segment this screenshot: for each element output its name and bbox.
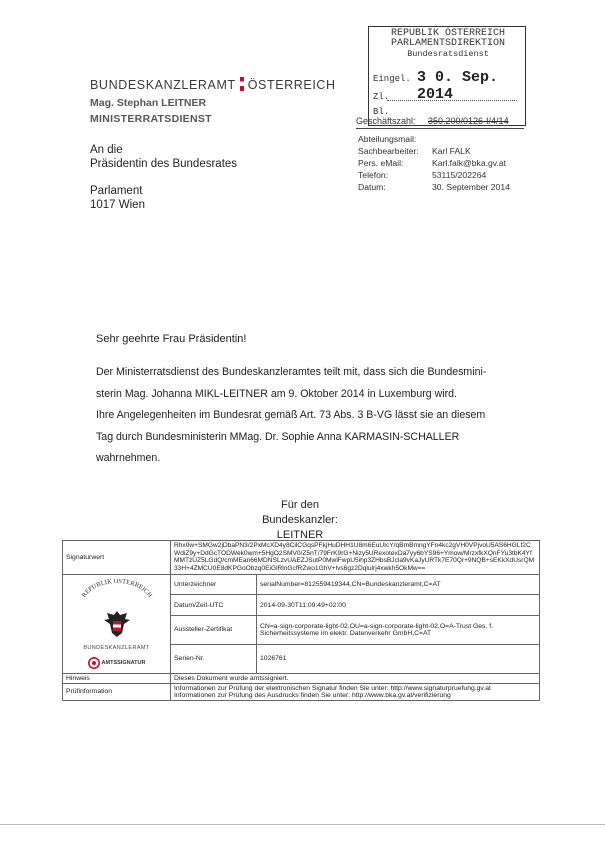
body-line: Der Ministerratsdienst des Bundeskanzleramtes teilt mit, dass sich die Bundesmini- xyxy=(96,366,487,378)
amtssignatur-mark xyxy=(65,657,168,669)
meta-value: Karl FALK xyxy=(432,146,471,156)
closing-line: Für den Bundeskanzler: xyxy=(262,499,338,526)
stamp-zl-label: Zl. xyxy=(373,92,390,102)
republik-arc-text xyxy=(75,579,159,607)
body-line: Tag durch Bundesministerin MMag. Dr. Sophie Anna KARMASIN-SCHALLER xyxy=(96,430,460,443)
meta-value: 30. September 2014 xyxy=(432,182,510,192)
meta-value: 53115/202264 xyxy=(432,170,487,180)
body-line: sterin Mag. Johanna MIKL-LEITNER am 9. Oktober 2014 in Luxemburg wird. xyxy=(96,387,457,400)
pruef-line: Informationen zur Prüfung des Ausdrucks finden Sie unter: http://www.bka.gv.at/verifizierung xyxy=(174,691,451,699)
meta-row xyxy=(358,133,510,145)
row-label: Unterzeichner xyxy=(171,574,257,595)
stamp-bl-label: Bl. xyxy=(373,107,390,117)
signature-table xyxy=(62,540,540,701)
brand-right: ÖSTERREICH xyxy=(247,78,336,92)
letterhead-brand xyxy=(90,77,336,92)
signaturwert-label: Signaturwert xyxy=(63,541,171,575)
meta-row xyxy=(358,145,510,157)
svg-text:REPUBLIK ÖSTERREICH xyxy=(80,579,153,599)
recipient-line: 1017 Wien xyxy=(90,199,145,211)
reference-value: 350.200/0126-I/4/14 xyxy=(428,116,509,126)
meta-row xyxy=(358,181,510,193)
amtssignatur-icon xyxy=(88,657,100,669)
closing xyxy=(248,498,352,543)
meta-row xyxy=(358,169,510,181)
row-label: Serien-Nr. xyxy=(171,644,257,673)
signature-logo xyxy=(63,574,171,673)
pruef-label: Prüfinformation xyxy=(63,683,171,700)
recipient-line: Parlament xyxy=(90,185,143,197)
recipient-line: Präsidentin des Bundesrates xyxy=(90,158,238,170)
reference-label: Geschäftszahl: xyxy=(356,116,416,126)
brand-left: BUNDESKANZLERAMT xyxy=(90,78,236,92)
stamp-line1: REPUBLIK ÖSTERREICH xyxy=(390,28,506,39)
letter-body xyxy=(96,362,530,470)
eagle-coat-of-arms-icon xyxy=(101,609,133,639)
logo-caption: BUNDESKANZLERAMT xyxy=(83,644,150,651)
meta-key: Abteilungsmail: xyxy=(358,134,417,144)
meta-value: Karl.falk@bka.gv.at xyxy=(432,158,507,168)
table-row xyxy=(63,541,540,575)
arc-text: REPUBLIK ÖSTERREICH xyxy=(80,578,153,599)
row-value: serialNumber=812559419344,CN=Bundeskanzleramt,C=AT xyxy=(257,574,540,595)
table-row xyxy=(63,683,540,700)
salutation: Sehr geehrte Frau Präsidentin! xyxy=(96,333,247,345)
signaturwert-value: Rhx0w+SMGw2jDbaPN3/2PxMcXD4y8CilCGqsPFkjHuDHH1U8m6EuUIcY/qBmBmngYFn4kc2gVH0VPjvoU5AS6HGLf2CWdiZ9y+DdGcTODWek0wm+5HgO2SMV0/Z5nT/79FrK9rG+Nizy5URexotexDa7yy6bYS96+Ymow/MrzxfkXQnFYu3tbK4YfMMTzUZ5LGdQ/cmMEan66MDNSLzvUAEZJSutP0MwlFwpU5ihp3ZHbsBJcla9vKaJyURTk7E70Qr+9NQB+sEKkXdUsrQM33H+4ZMCU0E8dKPGoObzq0EiGlRlnGcfRZwo1GhV+lvs6gz2Dqlulrj4xwkh5OkMw== xyxy=(171,541,540,575)
recipient-block xyxy=(90,143,237,171)
table-row xyxy=(63,673,540,683)
row-value: 2014-09-30T11:09:49+02:00 xyxy=(257,595,540,616)
hinweis-value: Dieses Dokument wurde amtssigniert. xyxy=(171,673,540,683)
recipient-line: An die xyxy=(90,144,123,156)
recipient-address xyxy=(90,184,145,212)
reference-rule xyxy=(356,128,524,129)
sender-name: Mag. Stephan LEITNER xyxy=(90,97,207,109)
row-label: Datum/Zeit-UTC xyxy=(171,595,257,616)
stamp-line2: PARLAMENTSDIREKTION xyxy=(390,38,506,49)
meta-key: Sachbearbeiter: xyxy=(358,146,419,156)
body-line: wahrnehmen. xyxy=(96,452,161,464)
hinweis-label: Hinweis xyxy=(63,673,171,683)
body-line: Ihre Angelegenheiten im Bundesrat gemäß Art. 73 Abs. 3 B-VG lässt sie an diesem xyxy=(96,409,486,421)
meta-key: Pers. eMail: xyxy=(358,158,404,168)
table-row xyxy=(63,574,540,595)
contact-meta xyxy=(358,133,510,193)
stamp-line3: Bundesratsdienst xyxy=(407,49,489,59)
stamp-header xyxy=(375,29,521,59)
page-bottom-rule xyxy=(0,824,605,825)
stamp-date: 3 0. Sep. 2014 xyxy=(417,69,499,103)
pruef-value xyxy=(171,683,540,700)
closing-signer: LEITNER xyxy=(276,529,324,541)
meta-key: Datum: xyxy=(358,182,386,192)
row-value: 1026761 xyxy=(257,644,540,673)
row-value: CN=a-sign-corporate-light-02,OU=a-sign-corporate-light-02,O=A-Trust Ges. f. Sicherheitssysteme im elektr. Datenverkehr GmbH,C=AT xyxy=(257,615,540,644)
stamp-zl-line xyxy=(387,100,517,101)
austrian-flag-icon xyxy=(240,77,244,91)
pruef-line: Informationen zur Prüfung der elektronischen Signatur finden Sie unter: http://www.signaturpruefung.gv.at xyxy=(174,684,491,692)
received-stamp xyxy=(368,26,526,126)
meta-row xyxy=(358,157,510,169)
stamp-eingel-label: Eingel. xyxy=(373,74,411,84)
meta-key: Telefon: xyxy=(358,170,389,180)
row-label: Aussteller-Zertifikat xyxy=(171,615,257,644)
amtssignatur-caption: AMTSSIGNATUR xyxy=(101,659,146,666)
sender-department: MINISTERRATSDIENST xyxy=(90,113,212,125)
